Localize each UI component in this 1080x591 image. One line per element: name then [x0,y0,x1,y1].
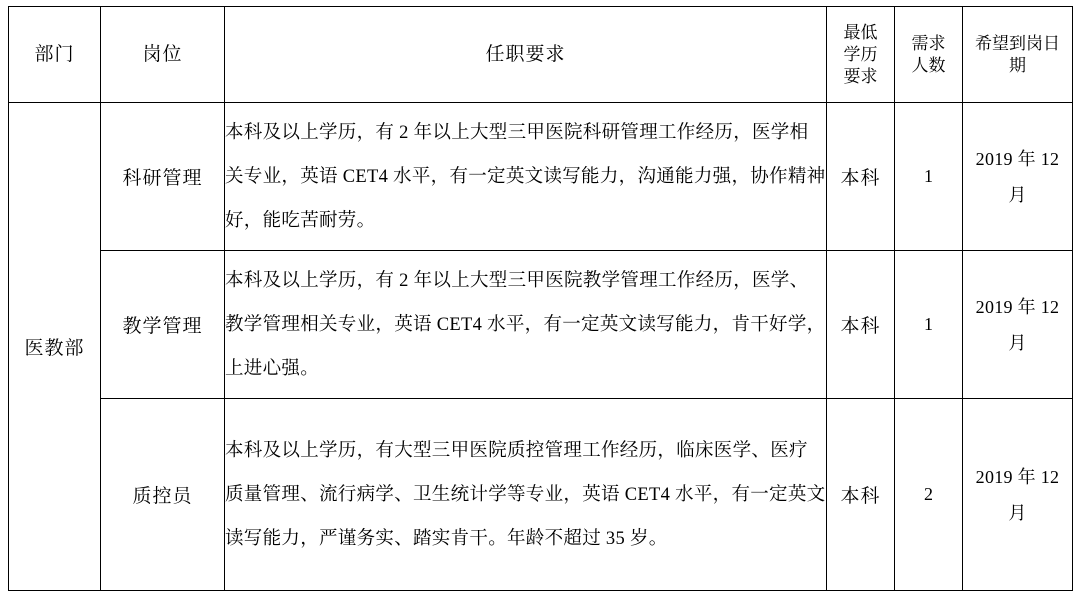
table-body [9,103,1073,591]
cell-requirement: 本科及以上学历，有 2 年以上大型三甲医院教学管理工作经历，医学、教学管理相关专业，英语 CET4 水平，有一定英文读写能力，肯干好学，上进心强。 [225,251,827,399]
cell-post: 质控员 [101,399,225,591]
cell-count: 1 [895,251,963,399]
column-header-date-line-1: 希望到岗日 [975,33,1060,53]
column-header-education-line-2: 学历 [843,44,878,64]
column-header-education [827,7,895,103]
column-header-education-line-1: 最低 [843,22,878,42]
cell-date-line-2: 月 [1008,184,1027,205]
cell-count: 2 [895,399,963,591]
table-header [9,7,1073,103]
cell-education: 本科 [827,399,895,591]
cell-post: 教学管理 [101,251,225,399]
table-row [9,399,1073,591]
column-header-count-line-1: 需求 [911,33,946,53]
column-header-count [895,7,963,103]
column-header-education-line-3: 要求 [843,66,878,86]
table-row [9,251,1073,399]
cell-education: 本科 [827,103,895,251]
cell-date [963,399,1073,591]
cell-date [963,103,1073,251]
cell-date-line-1: 2019 年 12 [975,296,1060,317]
cell-requirement: 本科及以上学历，有 2 年以上大型三甲医院科研管理工作经历，医学相关专业，英语 CET4 水平，有一定英文读写能力，沟通能力强，协作精神好，能吃苦耐劳。 [225,103,827,251]
cell-date-line-2: 月 [1008,332,1027,353]
table-header-row [9,7,1073,103]
table-row [9,103,1073,251]
cell-department: 医教部 [9,103,101,591]
column-header-requirement: 任职要求 [225,7,827,103]
cell-requirement: 本科及以上学历，有大型三甲医院质控管理工作经历，临床医学、医疗质量管理、流行病学、卫生统计学等专业，英语 CET4 水平，有一定英文读写能力，严谨务实、踏实肯干。年龄不超过 35 岁。 [225,399,827,591]
column-header-post: 岗位 [101,7,225,103]
column-header-department: 部门 [9,7,101,103]
column-header-count-line-2: 人数 [911,55,946,75]
cell-education: 本科 [827,251,895,399]
recruitment-table [8,6,1073,591]
cell-date-line-1: 2019 年 12 [975,148,1060,169]
column-header-date-line-2: 期 [1009,55,1026,75]
column-header-date [963,7,1073,103]
cell-count: 1 [895,103,963,251]
cell-date-line-2: 月 [1008,502,1027,523]
cell-date-line-1: 2019 年 12 [975,466,1060,487]
cell-date [963,251,1073,399]
cell-post: 科研管理 [101,103,225,251]
